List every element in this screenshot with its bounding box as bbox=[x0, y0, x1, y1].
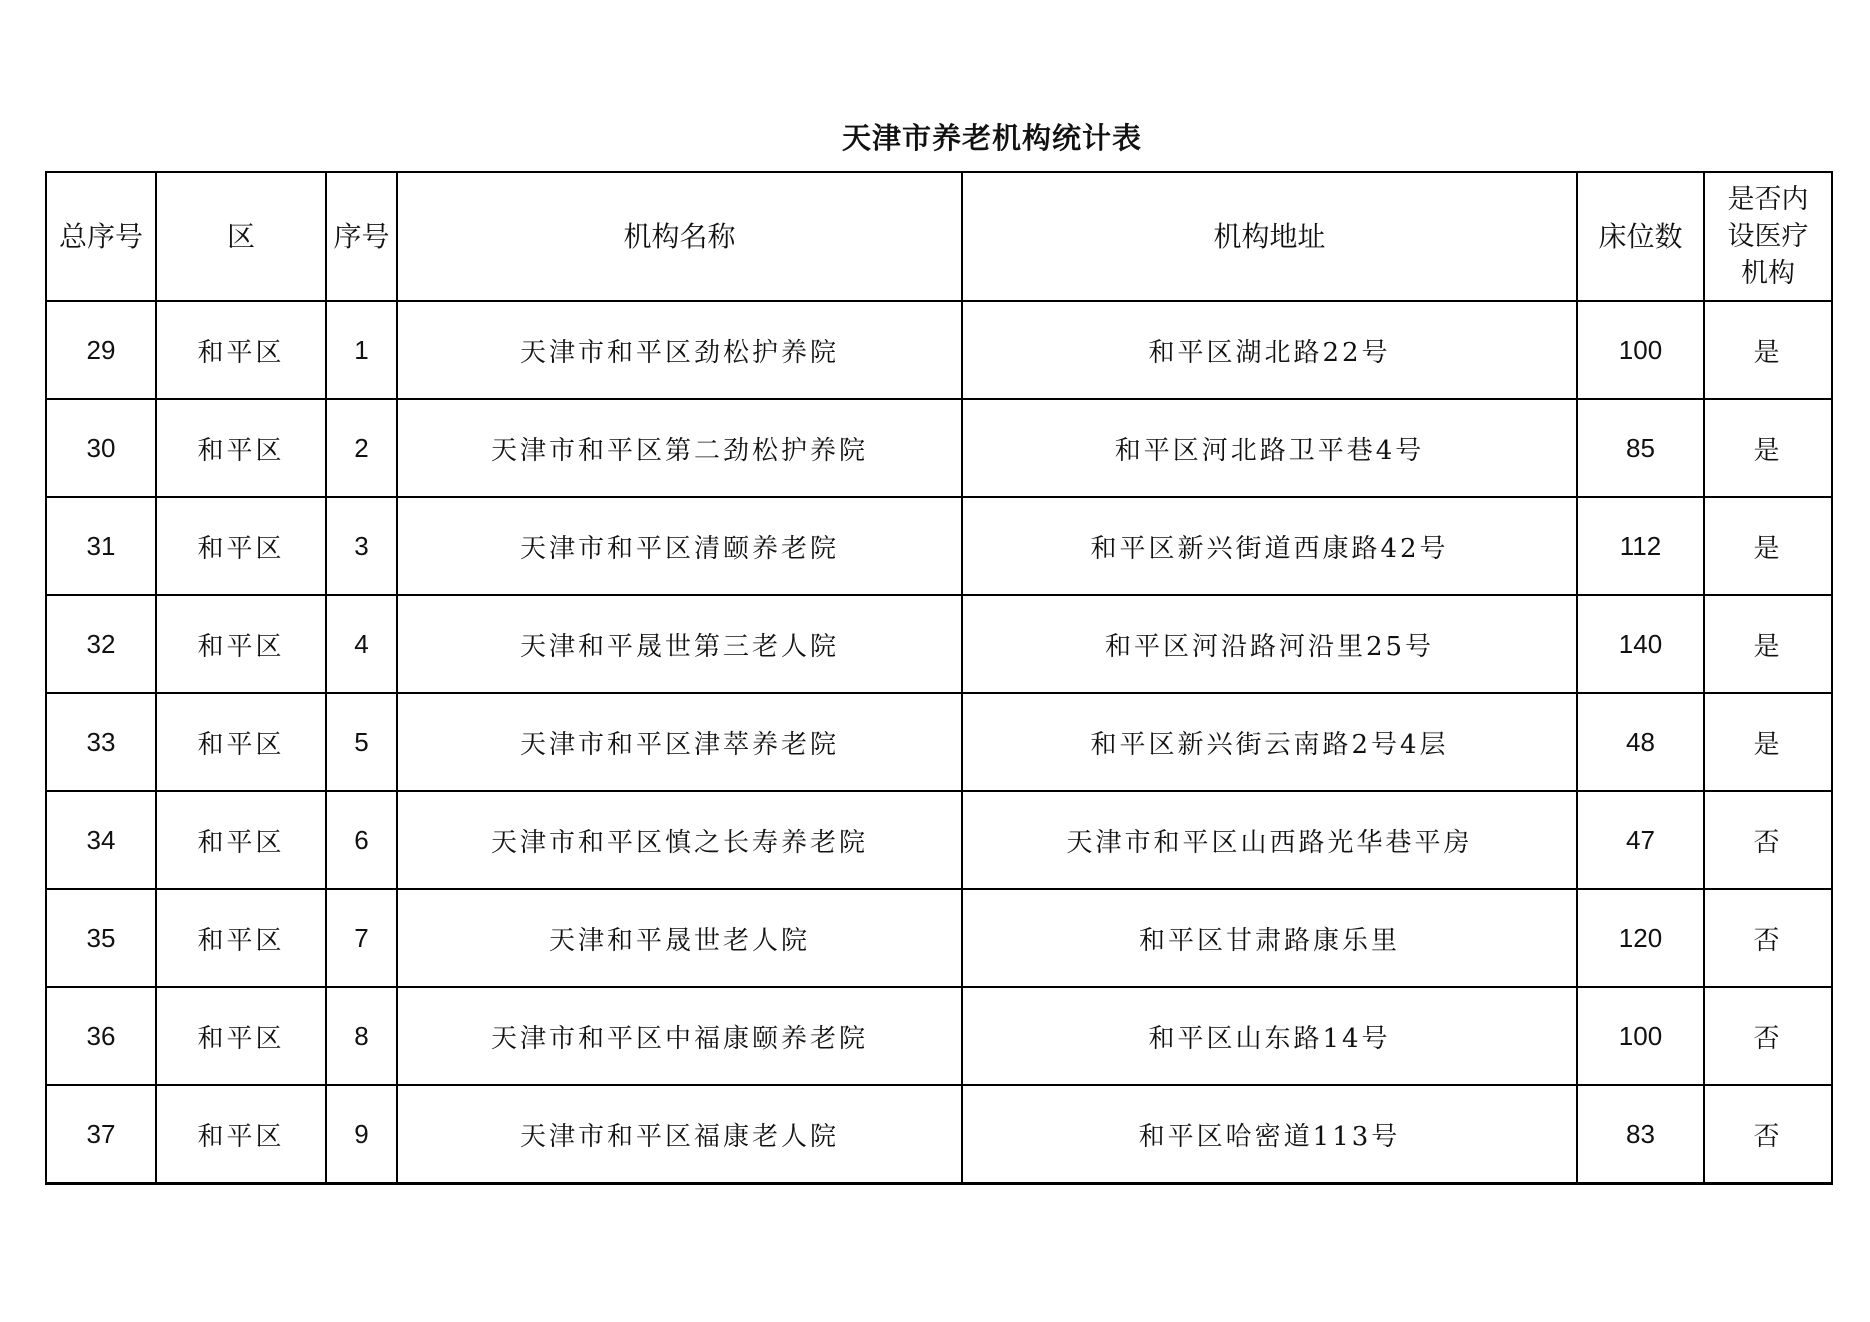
cell-no: 2 bbox=[326, 399, 397, 497]
header-medical bbox=[1704, 172, 1832, 301]
table-row bbox=[46, 1085, 1832, 1184]
cell-medical: 否 bbox=[1704, 889, 1832, 987]
table-row bbox=[46, 595, 1832, 693]
cell-no: 1 bbox=[326, 301, 397, 399]
cell-beds: 120 bbox=[1577, 889, 1704, 987]
cell-total-no: 33 bbox=[46, 693, 156, 791]
table-row bbox=[46, 987, 1832, 1085]
cell-name: 天津市和平区第二劲松护养院 bbox=[397, 399, 962, 497]
cell-district: 和平区 bbox=[156, 987, 326, 1085]
cell-medical: 是 bbox=[1704, 693, 1832, 791]
header-beds: 床位数 bbox=[1577, 172, 1704, 301]
header-total-no: 总序号 bbox=[46, 172, 156, 301]
table-row bbox=[46, 693, 1832, 791]
cell-total-no: 29 bbox=[46, 301, 156, 399]
cell-beds: 100 bbox=[1577, 301, 1704, 399]
cell-medical: 是 bbox=[1704, 301, 1832, 399]
cell-no: 4 bbox=[326, 595, 397, 693]
cell-medical: 是 bbox=[1704, 399, 1832, 497]
cell-no: 5 bbox=[326, 693, 397, 791]
header-medical-line-1: 是否内 bbox=[1727, 184, 1809, 215]
cell-district: 和平区 bbox=[156, 595, 326, 693]
header-medical-line-3: 机构 bbox=[1741, 258, 1795, 289]
cell-beds: 140 bbox=[1577, 595, 1704, 693]
table-row bbox=[46, 791, 1832, 889]
cell-address: 和平区甘肃路康乐里 bbox=[962, 889, 1577, 987]
cell-no: 6 bbox=[326, 791, 397, 889]
table-row bbox=[46, 301, 1832, 399]
cell-medical: 否 bbox=[1704, 791, 1832, 889]
table-body bbox=[46, 301, 1832, 1184]
cell-name: 天津市和平区津萃养老院 bbox=[397, 693, 962, 791]
cell-beds: 85 bbox=[1577, 399, 1704, 497]
table-row bbox=[46, 399, 1832, 497]
cell-address: 和平区河沿路河沿里25号 bbox=[962, 595, 1577, 693]
cell-address: 和平区新兴街云南路2号4层 bbox=[962, 693, 1577, 791]
cell-name: 天津市和平区清颐养老院 bbox=[397, 497, 962, 595]
cell-total-no: 32 bbox=[46, 595, 156, 693]
cell-district: 和平区 bbox=[156, 1085, 326, 1184]
cell-name: 天津市和平区中福康颐养老院 bbox=[397, 987, 962, 1085]
cell-no: 7 bbox=[326, 889, 397, 987]
cell-total-no: 31 bbox=[46, 497, 156, 595]
cell-beds: 112 bbox=[1577, 497, 1704, 595]
cell-beds: 100 bbox=[1577, 987, 1704, 1085]
table-row bbox=[46, 889, 1832, 987]
table-row bbox=[46, 497, 1832, 595]
cell-district: 和平区 bbox=[156, 693, 326, 791]
cell-name: 天津市和平区劲松护养院 bbox=[397, 301, 962, 399]
cell-beds: 47 bbox=[1577, 791, 1704, 889]
document-title: 天津市养老机构统计表 bbox=[841, 121, 1142, 155]
cell-medical: 是 bbox=[1704, 595, 1832, 693]
cell-address: 和平区河北路卫平巷4号 bbox=[962, 399, 1577, 497]
cell-total-no: 36 bbox=[46, 987, 156, 1085]
header-name: 机构名称 bbox=[397, 172, 962, 301]
cell-total-no: 34 bbox=[46, 791, 156, 889]
cell-total-no: 35 bbox=[46, 889, 156, 987]
cell-address: 和平区山东路14号 bbox=[962, 987, 1577, 1085]
header-medical-line-2: 设医疗 bbox=[1727, 221, 1809, 252]
cell-no: 3 bbox=[326, 497, 397, 595]
cell-name: 天津市和平区福康老人院 bbox=[397, 1085, 962, 1184]
cell-address: 和平区哈密道113号 bbox=[962, 1085, 1577, 1184]
cell-medical: 否 bbox=[1704, 987, 1832, 1085]
cell-address: 天津市和平区山西路光华巷平房 bbox=[962, 791, 1577, 889]
cell-name: 天津市和平区慎之长寿养老院 bbox=[397, 791, 962, 889]
cell-name: 天津和平晟世第三老人院 bbox=[397, 595, 962, 693]
cell-name: 天津和平晟世老人院 bbox=[397, 889, 962, 987]
cell-address: 和平区新兴街道西康路42号 bbox=[962, 497, 1577, 595]
cell-no: 9 bbox=[326, 1085, 397, 1184]
cell-beds: 83 bbox=[1577, 1085, 1704, 1184]
cell-district: 和平区 bbox=[156, 791, 326, 889]
cell-district: 和平区 bbox=[156, 399, 326, 497]
cell-no: 8 bbox=[326, 987, 397, 1085]
header-district: 区 bbox=[156, 172, 326, 301]
header-no: 序号 bbox=[326, 172, 397, 301]
cell-district: 和平区 bbox=[156, 497, 326, 595]
cell-district: 和平区 bbox=[156, 889, 326, 987]
cell-total-no: 30 bbox=[46, 399, 156, 497]
cell-total-no: 37 bbox=[46, 1085, 156, 1184]
header-address: 机构地址 bbox=[962, 172, 1577, 301]
cell-medical: 是 bbox=[1704, 497, 1832, 595]
cell-district: 和平区 bbox=[156, 301, 326, 399]
cell-beds: 48 bbox=[1577, 693, 1704, 791]
table-header-row bbox=[46, 172, 1832, 301]
cell-address: 和平区湖北路22号 bbox=[962, 301, 1577, 399]
elderly-care-institutions-table bbox=[45, 171, 1833, 1185]
cell-medical: 否 bbox=[1704, 1085, 1832, 1184]
